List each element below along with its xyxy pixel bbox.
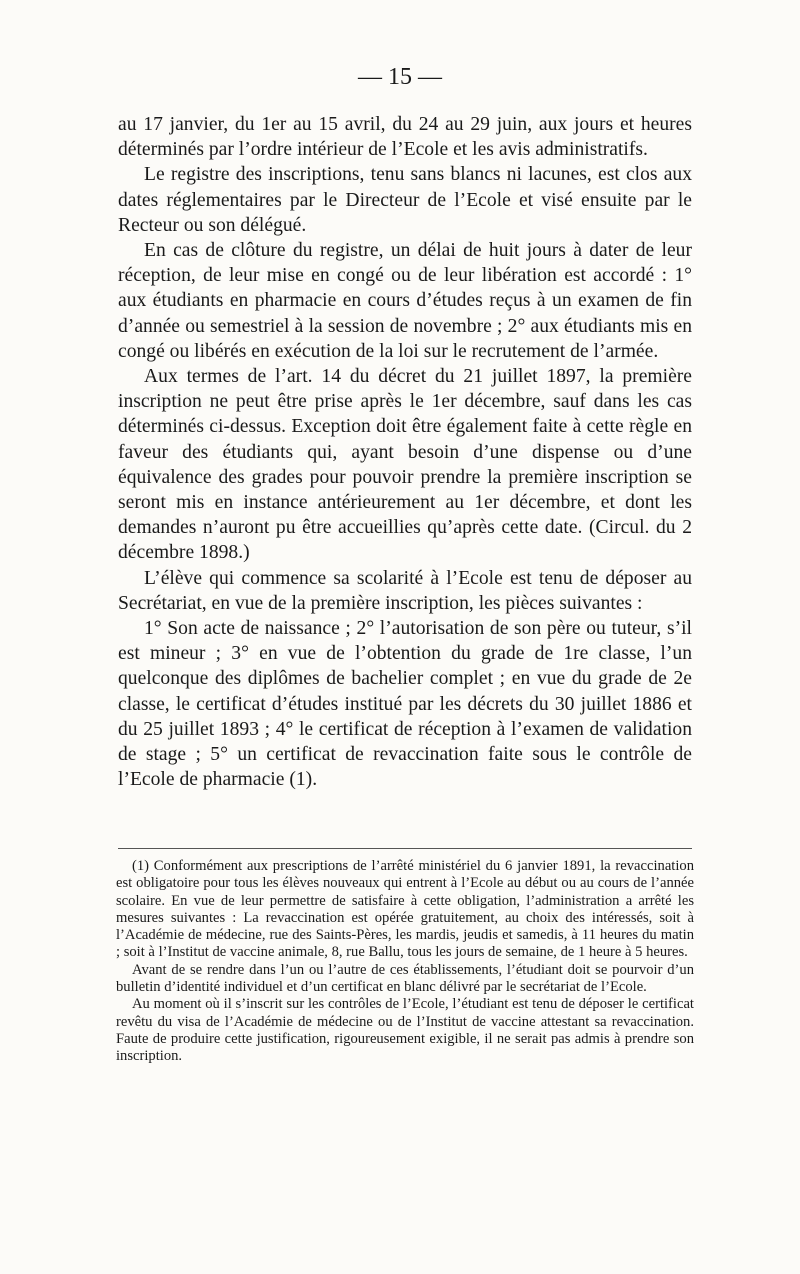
footnote: Au moment où il s’inscrit sur les contrôles de l’Ecole, l’étudiant est tenu de déposer le certificat revêtu du visa de l’Académie de médecine ou de l’Institut de vaccine attestant sa revaccination. Faute de produire cette justification, rigoureusement exigible, il ne serait pas admis à prendre son inscription.: [116, 996, 694, 1065]
paragraph: En cas de clôture du registre, un délai de huit jours à dater de leur réception, de leur mise en congé ou de leur libération est accordé : 1° aux étudiants en pharmacie en cours d’études reçus à un examen de fin d’année ou semestriel à la session de novembre ; 2° aux étudiants mis en congé ou libérés en exécution de la loi sur le recrutement de l’armée.: [118, 240, 692, 362]
footnotes: [116, 858, 694, 1066]
paragraph: 1° Son acte de naissance ; 2° l’autorisation de son père ou tuteur, s’il est mineur ; 3° en vue de l’obtention du grade de 1re classe, l’un quelconque des diplômes de bachelier complet ; en vue du grade de 2e classe, le certificat d’études institué par les décrets du 30 juillet 1886 et du 25 juillet 1893 ; 4° le certificat de réception à l’examen de validation de stage ; 5° un certificat de revaccination faite sous le contrôle de l’Ecole de pharmacie (1).: [118, 618, 692, 791]
paragraph: L’élève qui commence sa scolarité à l’Ecole est tenu de déposer au Secrétariat, en vue de la première inscription, les pièces suivantes :: [118, 567, 692, 614]
paragraph: au 17 janvier, du 1er au 15 avril, du 24 au 29 juin, aux jours et heures déterminés par l’ordre intérieur de l’Ecole et les avis administratifs.: [118, 114, 692, 161]
paragraph: Le registre des inscriptions, tenu sans blancs ni lacunes, est clos aux dates réglementaires par le Directeur de l’Ecole et visé ensuite par le Recteur ou son délégué.: [118, 164, 692, 236]
footnote: Avant de se rendre dans l’un ou l’autre de ces établissements, l’étudiant doit se pourvoir d’un bulletin d’identité individuel et d’un certificat en blanc délivré par le secrétariat de l’Ecole.: [116, 961, 694, 996]
footnote-divider: [118, 848, 692, 849]
body-text: [118, 112, 692, 792]
page-number: — 15 —: [358, 64, 442, 90]
paragraph: Aux termes de l’art. 14 du décret du 21 juillet 1897, la première inscription ne peut être prise après le 1er décembre, sauf dans les cas déterminés ci-dessus. Exception doit être également faite à cette règle en faveur des étudiants qui, ayant besoin d’une dispense ou d’une équivalence des grades pour pouvoir prendre la première inscription se seront mis en instance antérieurement au 1er décembre, et dont les demandes n’auront pu être accueillies qu’après cette date. (Circul. du 2 décembre 1898.): [118, 366, 692, 564]
footnote: (1) Conformément aux prescriptions de l’arrêté ministériel du 6 janvier 1891, la revaccination est obligatoire pour tous les élèves nouveaux qui entrent à l’Ecole au début ou au cours de l’année scolaire. En vue de leur permettre de satisfaire à cette obligation, l’administration a arrêté les mesures suivantes : La revaccination est opérée gratuitement, au choix des intéressés, soit à l’Académie de médecine, rue des Saints-Pères, les mardis, jeudis et samedis, à 11 heures du matin ; soit à l’Institut de vaccine animale, 8, rue Ballu, tous les jours de semaine, de 1 heure à 5 heures.: [116, 858, 694, 961]
